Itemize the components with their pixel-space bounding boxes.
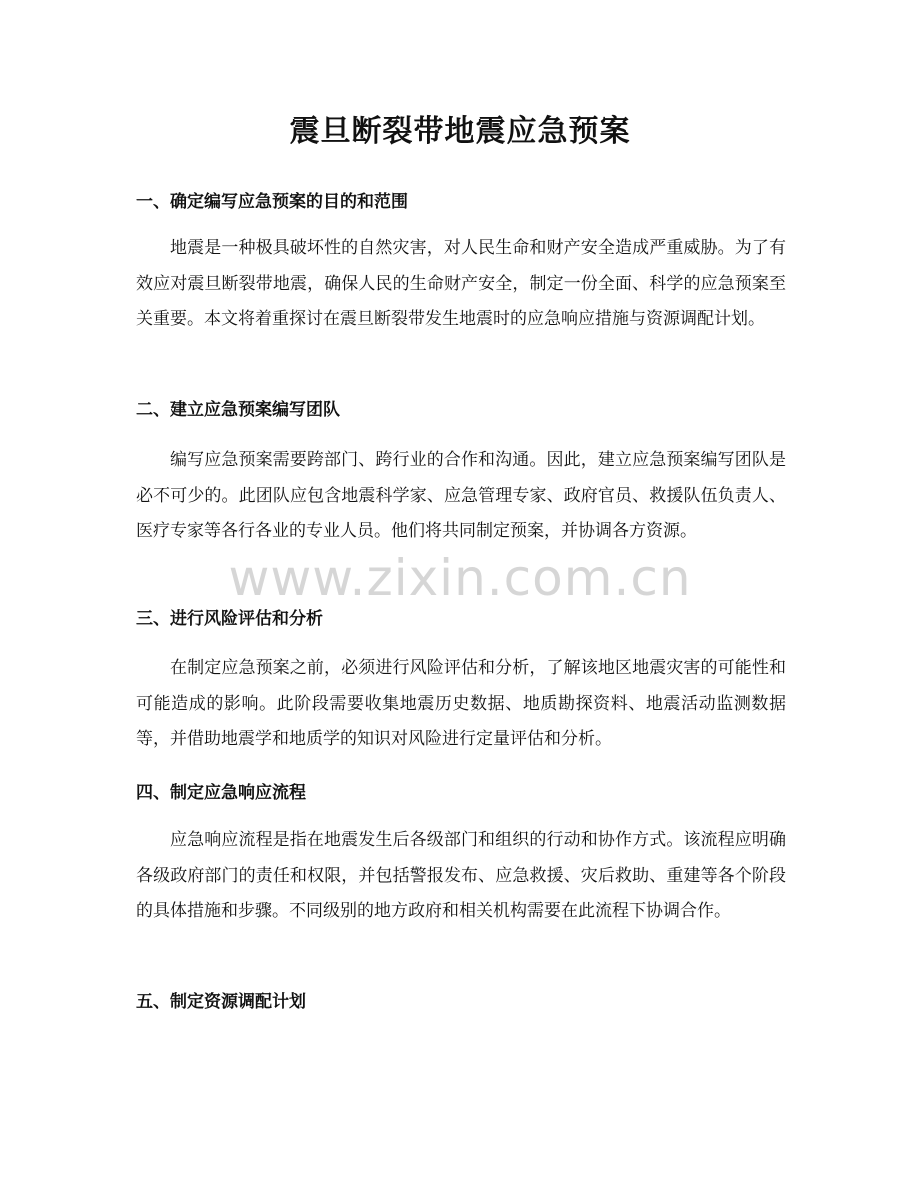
section-3-paragraph: 在制定应急预案之前，必须进行风险评估和分析，了解该地区地震灾害的可能性和可能造成的影响。此阶段需要收集地震历史数据、地质勘探资料、地震活动监测数据等，并借助地震学和地质学的知识对风险进行定量评估和分析。	[136, 658, 786, 749]
section-4-paragraph: 应急响应流程是指在地震发生后各级部门和组织的行动和协作方式。该流程应明确各级政府部门的责任和权限，并包括警报发布、应急救援、灾后救助、重建等各个阶段的具体措施和步骤。不同级别的地方政府和相关机构需要在此流程下协调合作。	[136, 830, 786, 921]
section-4-heading: 四、制定应急响应流程	[136, 783, 306, 803]
section-3-heading: 三、进行风险评估和分析	[136, 609, 323, 629]
watermark-text: www.zixin.com.cn	[228, 549, 692, 607]
section-2-heading: 二、建立应急预案编写团队	[136, 400, 340, 420]
document-title: 震旦断裂带地震应急预案	[289, 114, 631, 149]
section-1-paragraph: 地震是一种极具破坏性的自然灾害，对人民生命和财产安全造成严重威胁。为了有效应对震旦断裂带地震，确保人民的生命财产安全，制定一份全面、科学的应急预案至关重要。本文将着重探讨在震旦断裂带发生地震时的应急响应措施与资源调配计划。	[136, 238, 786, 329]
section-2-paragraph: 编写应急预案需要跨部门、跨行业的合作和沟通。因此，建立应急预案编写团队是必不可少的。此团队应包含地震科学家、应急管理专家、政府官员、救援队伍负责人、医疗专家等各行各业的专业人员。他们将共同制定预案，并协调各方资源。	[136, 450, 786, 541]
section-5-heading: 五、制定资源调配计划	[136, 992, 306, 1012]
section-1-heading: 一、确定编写应急预案的目的和范围	[136, 192, 408, 212]
